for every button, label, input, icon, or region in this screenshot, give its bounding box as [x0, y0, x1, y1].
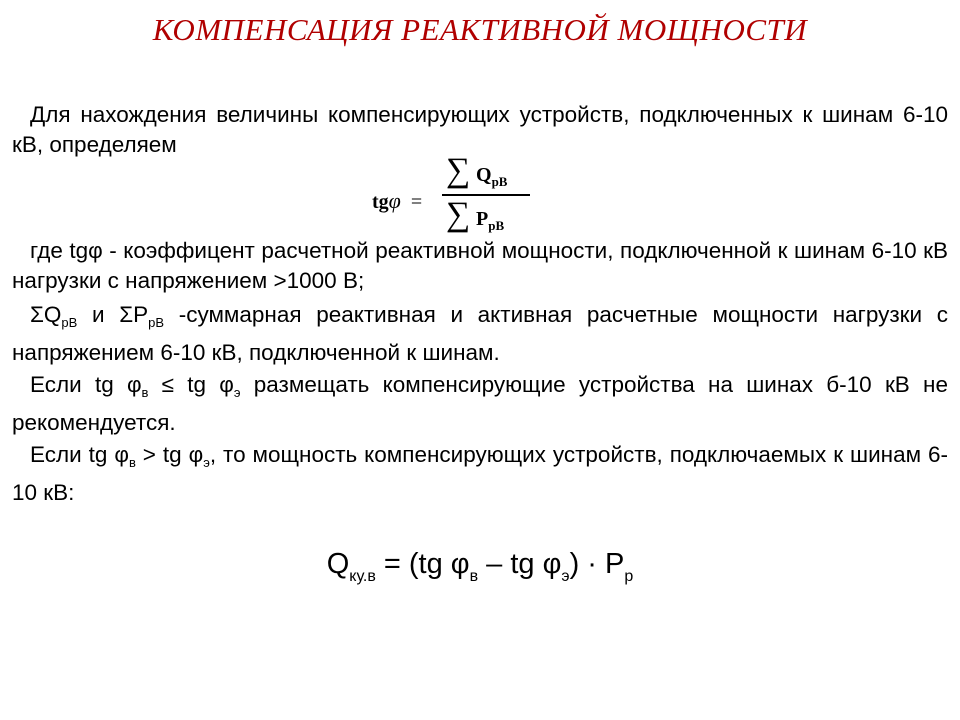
formula-fraction	[442, 152, 534, 233]
sum-symbol: ∑	[446, 152, 471, 189]
denominator-subscript: рВ	[488, 217, 505, 233]
p-subscript: р	[624, 568, 634, 585]
definition-text: где tgφ - коэффицент расчетной реактивной мощности, подключенной к шинам 6-10 кВ нагрузки с напряжением >1000 В;	[12, 238, 948, 293]
intro-text: Для нахождения величины компенсирующих устройств, подключенных к шинам 6-10 кВ, определяем	[12, 102, 948, 157]
phi-symbol: φ	[388, 188, 401, 213]
condition-le-text: размещать компенсирующие устройства на шинах б-10 кВ не рекомендуется.	[12, 372, 948, 435]
equals-sign: =	[410, 191, 423, 213]
sums-paragraph	[12, 300, 948, 368]
phi-v-subscript: в	[141, 385, 149, 400]
formula-part-3: ) · P	[569, 548, 625, 580]
condition-le-start: Если tg φ	[30, 372, 142, 397]
definition-paragraph	[12, 236, 948, 296]
condition-gt-start: Если tg φ	[30, 442, 129, 467]
condition-gt-text: , то мощность компенсирующих устройств, подключаемых к шинам 6-10 кВ:	[12, 442, 949, 505]
numerator-subscript: рВ	[491, 174, 508, 189]
sum-p-label: ΣP	[119, 302, 149, 327]
phi-v-subscript: в	[128, 455, 136, 470]
sums-description: -суммарная реактивная и активная расчетные мощности нагрузки с напряжением 6-10 кВ, подключенной к шинам.	[12, 302, 948, 365]
condition-le-paragraph	[12, 370, 948, 438]
compensation-power-formula	[0, 548, 960, 586]
phi-e-subscript: э	[233, 385, 241, 400]
denominator-variable: P	[476, 207, 489, 230]
intro-paragraph	[12, 100, 948, 160]
phi-e-subscript: э	[561, 568, 570, 585]
sum-q-label: ΣQ	[30, 302, 62, 327]
formula-lhs	[372, 188, 422, 214]
formula-part-1: = (tg φ	[375, 548, 470, 580]
tg-label: tg	[372, 191, 389, 213]
phi-e-subscript: э	[203, 455, 210, 470]
condition-gt-operator: > tg φ	[135, 442, 204, 467]
sum-q-subscript: рВ	[61, 315, 78, 330]
formula-part-2: – tg φ	[478, 548, 562, 580]
slide-title: КОМПЕНСАЦИЯ РЕАКТИВНОЙ МОЩНОСТИ	[152, 12, 808, 47]
fraction-numerator	[442, 152, 534, 194]
sum-symbol: ∑	[446, 195, 471, 233]
numerator-variable: Q	[476, 164, 492, 186]
q-variable: Q	[326, 548, 350, 580]
q-subscript: ку.в	[349, 568, 376, 585]
fraction-denominator	[442, 196, 534, 232]
condition-gt-paragraph	[12, 440, 948, 508]
sum-p-subscript: рВ	[148, 315, 165, 330]
phi-v-subscript: в	[469, 568, 479, 585]
and-word: и	[77, 302, 120, 327]
condition-le-operator: ≤ tg φ	[148, 372, 234, 397]
